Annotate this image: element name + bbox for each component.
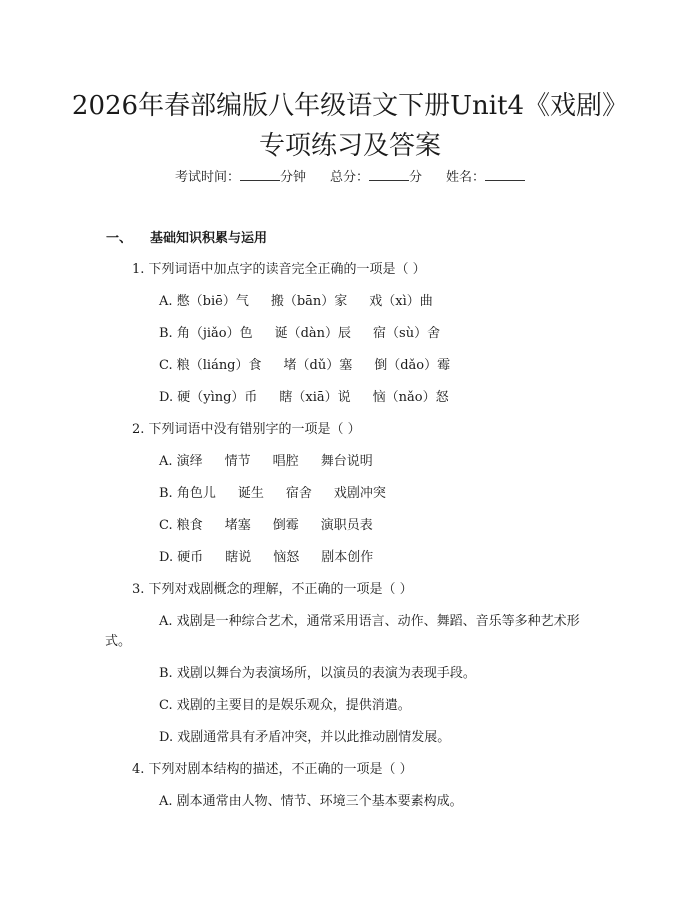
question-1-option-b bbox=[159, 324, 462, 344]
name-label: 姓名： bbox=[446, 170, 486, 185]
option-item: 瞎（xiā）说 bbox=[279, 390, 351, 405]
option-item: B. 角（jiǎo）色 bbox=[159, 326, 253, 341]
option-item: 宿（sù）舍 bbox=[373, 326, 441, 341]
question-4-option-a: A. 剧本通常由人物、情节、环境三个基本要素构成。 bbox=[159, 794, 463, 809]
question-3-option-a: A. 戏剧是一种综合艺术，通常采用语言、动作、舞蹈、音乐等多种艺术形式。 bbox=[105, 614, 580, 649]
option-item: 唱腔 bbox=[272, 454, 299, 469]
question-1-stem: 1. 下列词语中加点字的读音完全正确的一项是（ ） bbox=[132, 262, 426, 277]
option-item: C. 粮（liáng）食 bbox=[159, 358, 262, 373]
exam-meta bbox=[0, 168, 700, 188]
question-2-option-d bbox=[159, 548, 395, 568]
question-2-option-c bbox=[159, 516, 395, 536]
option-item: 倒（dǎo）霉 bbox=[374, 358, 451, 373]
option-item: B. 角色儿 bbox=[159, 486, 216, 501]
total-score-field bbox=[330, 170, 422, 185]
option-item: D. 硬币 bbox=[159, 550, 204, 565]
option-item: 堵（dǔ）塞 bbox=[283, 358, 353, 373]
document-title: 2026年春部编版八年级语文下册Unit4《戏剧》专项练习及答案 bbox=[71, 91, 629, 161]
question-3-stem: 3. 下列对戏剧概念的理解，不正确的一项是（ ） bbox=[132, 582, 413, 597]
exam-time-field bbox=[175, 170, 306, 185]
option-item: 宿舍 bbox=[285, 486, 312, 501]
option-item: 搬（bān）家 bbox=[270, 294, 348, 309]
name-field bbox=[446, 170, 525, 185]
total-score-unit: 分 bbox=[409, 170, 423, 185]
option-item: 舞台说明 bbox=[320, 454, 373, 469]
question-1-option-a bbox=[159, 292, 455, 312]
question-1-option-c bbox=[159, 356, 472, 376]
question-3-option-b: B. 戏剧以舞台为表演场所，以演员的表演为表现手段。 bbox=[159, 666, 476, 681]
total-score-label: 总分： bbox=[329, 170, 369, 185]
question-4-stem: 4. 下列对剧本结构的描述，不正确的一项是（ ） bbox=[132, 762, 413, 777]
option-item: C. 粮食 bbox=[159, 518, 203, 533]
exam-time-unit: 分钟 bbox=[279, 170, 306, 185]
section-title: 基础知识积累与运用 bbox=[150, 231, 268, 246]
question-3-option-d: D. 戏剧通常具有矛盾冲突，并以此推动剧情发展。 bbox=[159, 730, 451, 745]
question-2-stem: 2. 下列词语中没有错别字的一项是（ ） bbox=[132, 422, 361, 437]
section-heading bbox=[106, 229, 267, 249]
option-item: 倒霉 bbox=[272, 518, 299, 533]
total-score-blank bbox=[369, 168, 409, 181]
option-item: 情节 bbox=[224, 454, 251, 469]
option-item: 戏（xì）曲 bbox=[369, 294, 433, 309]
option-item: A. 演绎 bbox=[159, 454, 203, 469]
question-3-option-c: C. 戏剧的主要目的是娱乐观众，提供消遣。 bbox=[159, 698, 411, 713]
option-item: 恼（nǎo）怒 bbox=[372, 390, 449, 405]
exam-time-blank bbox=[240, 168, 280, 181]
option-item: 堵塞 bbox=[224, 518, 251, 533]
option-item: 恼怒 bbox=[273, 550, 300, 565]
option-item: D. 硬（yìng）币 bbox=[159, 390, 258, 405]
option-item: 剧本创作 bbox=[321, 550, 374, 565]
name-blank bbox=[485, 168, 525, 181]
exam-time-label: 考试时间： bbox=[174, 170, 240, 185]
option-item: 戏剧冲突 bbox=[333, 486, 386, 501]
option-item: 诞生 bbox=[237, 486, 264, 501]
section-number: 一、 bbox=[106, 231, 133, 246]
option-item: 瞎说 bbox=[225, 550, 252, 565]
question-2-option-b bbox=[159, 484, 408, 504]
question-2-option-a bbox=[159, 452, 395, 472]
option-item: A. 憋（biē）气 bbox=[159, 294, 249, 309]
question-1-option-d bbox=[159, 388, 471, 408]
option-item: 诞（dàn）辰 bbox=[274, 326, 352, 341]
option-item: 演职员表 bbox=[320, 518, 373, 533]
